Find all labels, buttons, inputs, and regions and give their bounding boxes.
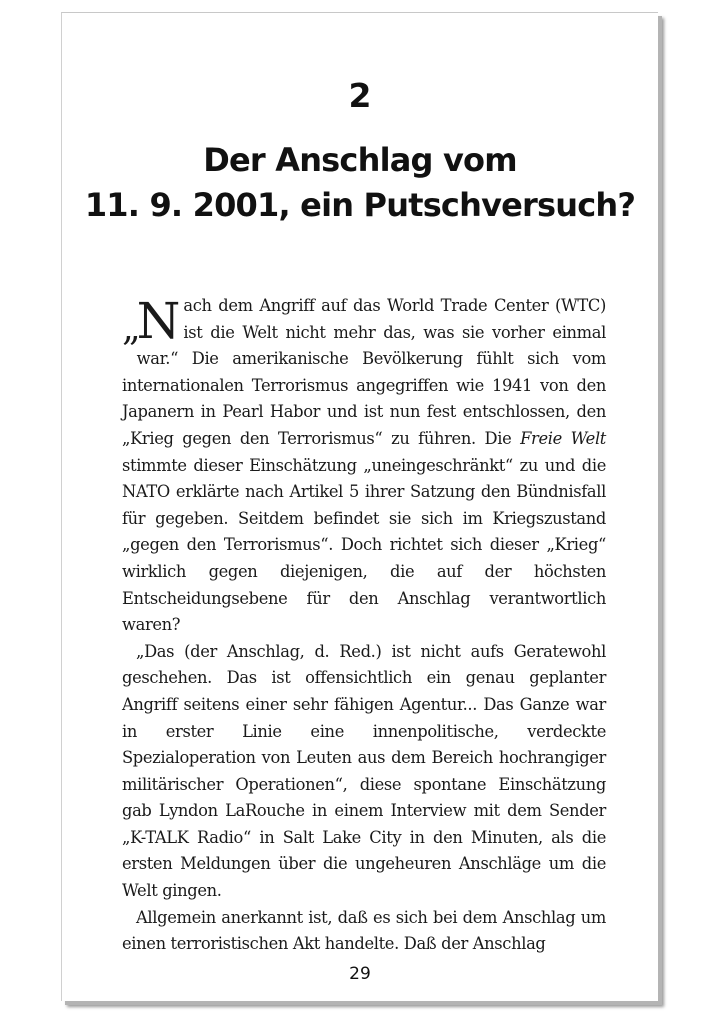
paragraph-3: Allgemein anerkannt ist, daß es sich bei dem Anschlag um einen terroristischen Akt handelte. Daß der Anschlag xyxy=(122,907,606,954)
paragraph-1 xyxy=(122,293,606,639)
chapter-title xyxy=(62,138,658,228)
paragraph-2: „Das (der Anschlag, d. Red.) ist nicht aufs Geratewohl geschehen. Das ist offensichtlich ein genau geplanter Angriff seitens einer sehr fähigen Agentur... Das Ganze war in erster Linie eine innenpolitische, verdeckte Spezialoperation von Leuten aus dem Bereich hochrangiger militärischer Operationen“, diese spontane Einschätzung gab Lyndon LaRouche in einem Interview mit dem Sender „K-TALK Radio“ in Salt Lake City in den Minuten, als die ersten Meldungen über die ungeheuren Anschläge um die Welt gingen. xyxy=(122,641,606,901)
paragraph-1-text-a: ach dem Angriff auf das World Trade Center (WTC) ist die Welt nicht mehr das, was sie vorher einmal war.“ Die amerikanische Bevölkerung fühlt sich vom internationalen Terrorismus angegriffen wie 1941 von den Japanern in Pearl Habor und ist nun fest entschlossen, den „Krieg gegen den Terrorismus“ zu führen. Die xyxy=(122,296,606,448)
paragraph-1-italic: Freie Welt xyxy=(520,428,606,448)
drop-cap-quote: „ xyxy=(122,308,138,349)
paragraph-1-text-b: stimmte dieser Einschätzung „uneingeschränkt“ zu und die NATO erklärte nach Artikel 5 ihrer Satzung den Bündnisfall für gegeben. Seitdem befindet sie sich im Kriegszustand „gegen den Terrorismus“. Doch richtet sich dieser „Krieg“ wirklich gegen diejenigen, die auf der höchsten Entscheidungsebene für den Anschlag verantwortlich waren? xyxy=(122,455,606,635)
page-number: 29 xyxy=(349,964,371,984)
chapter-number: 2 xyxy=(348,76,372,115)
chapter-title-line-1: Der Anschlag vom xyxy=(203,141,517,179)
drop-cap-letter: N xyxy=(136,292,181,350)
chapter-title-line-2: 11. 9. 2001, ein Putschversuch? xyxy=(84,186,636,224)
book-page xyxy=(61,12,658,1001)
body-text xyxy=(122,293,606,958)
